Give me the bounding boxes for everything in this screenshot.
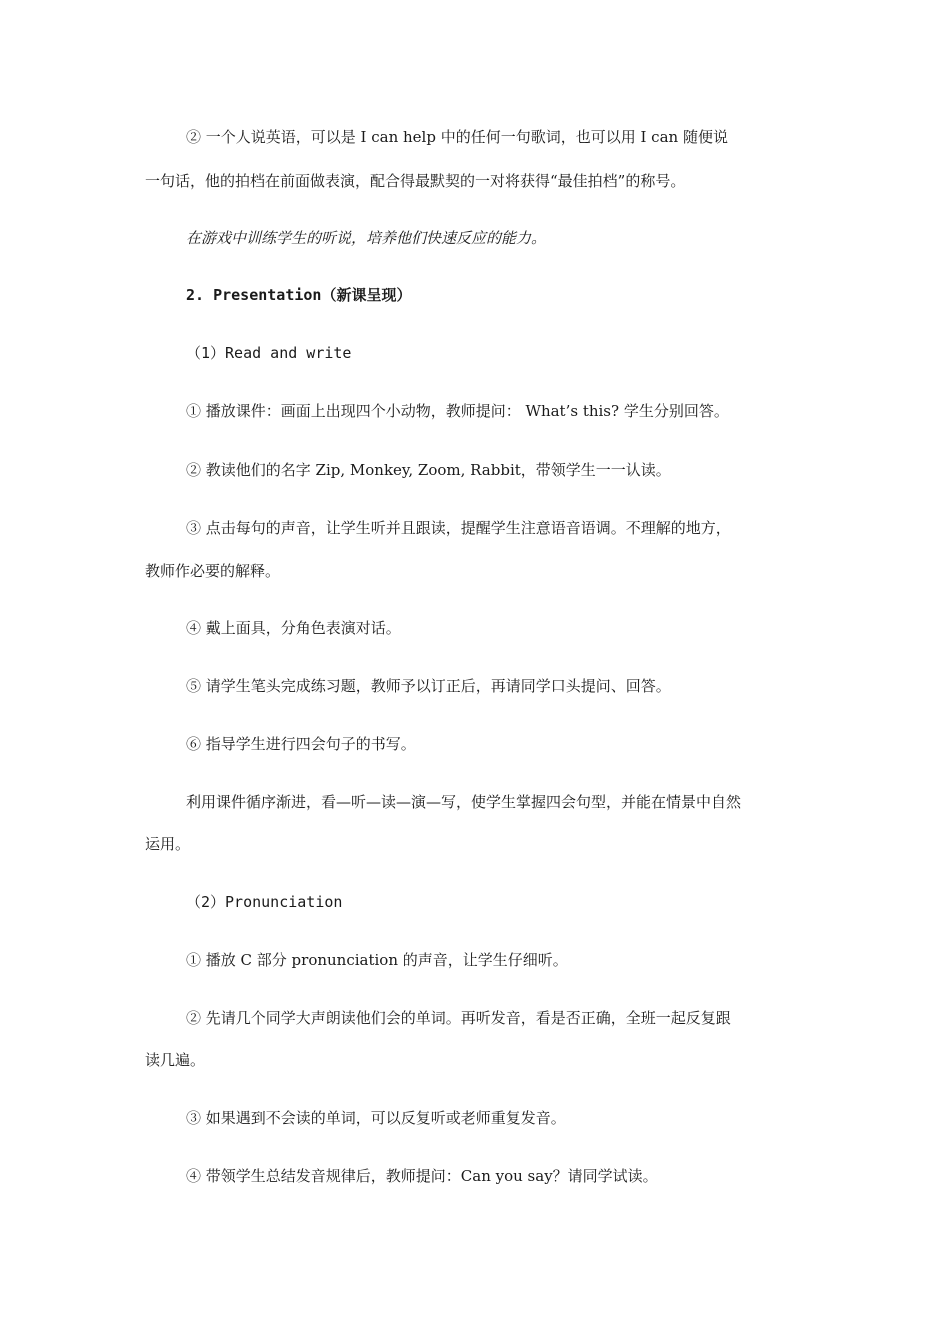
subsection-heading: （2）Pronunciation <box>186 893 343 911</box>
italic-note: 在游戏中训练学生的听说，培养他们快速反应的能力。 <box>186 229 547 247</box>
paragraph-line: ④ 带领学生总结发音规律后，教师提问：Can you say？请同学试读。 <box>186 1167 658 1185</box>
paragraph-line: ③ 点击每句的声音，让学生听并且跟读，提醒学生注意语音语调。不理解的地方， <box>186 519 731 537</box>
paragraph-line: 运用。 <box>145 835 191 853</box>
paragraph-line: ③ 如果遇到不会读的单词，可以反复听或老师重复发音。 <box>186 1109 566 1127</box>
subsection-heading: （1）Read and write <box>186 344 352 362</box>
paragraph-line: ① 播放课件：画面上出现四个小动物，教师提问： What’s this? 学生分别回答。 <box>186 402 729 420</box>
paragraph-line: 读几遍。 <box>145 1051 206 1069</box>
paragraph-line: ② 一个人说英语，可以是 I can help 中的任何一句歌词，也可以用 I can 随便说 <box>186 128 728 146</box>
section-heading: 2. Presentation（新课呈现） <box>186 286 412 304</box>
paragraph-line: ① 播放 C 部分 pronunciation 的声音，让学生仔细听。 <box>186 951 568 969</box>
paragraph-line: ⑤ 请学生笔头完成练习题，教师予以订正后，再请同学口头提问、回答。 <box>186 677 671 695</box>
paragraph-line: ② 先请几个同学大声朗读他们会的单词。再听发音，看是否正确，全班一起反复跟 <box>186 1009 731 1027</box>
paragraph-line: 利用课件循序渐进，看—听—读—演—写，使学生掌握四会句型，并能在情景中自然 <box>186 793 742 811</box>
paragraph-line: ④ 戴上面具，分角色表演对话。 <box>186 619 401 637</box>
paragraph-line: ⑥ 指导学生进行四会句子的书写。 <box>186 735 416 753</box>
paragraph-line: 教师作必要的解释。 <box>145 562 281 580</box>
paragraph-line: 一句话，他的拍档在前面做表演，配合得最默契的一对将获得“最佳拍档”的称号。 <box>145 172 686 190</box>
paragraph-line: ② 教读他们的名字 Zip, Monkey, Zoom, Rabbit，带领学生一一认读。 <box>186 461 671 479</box>
